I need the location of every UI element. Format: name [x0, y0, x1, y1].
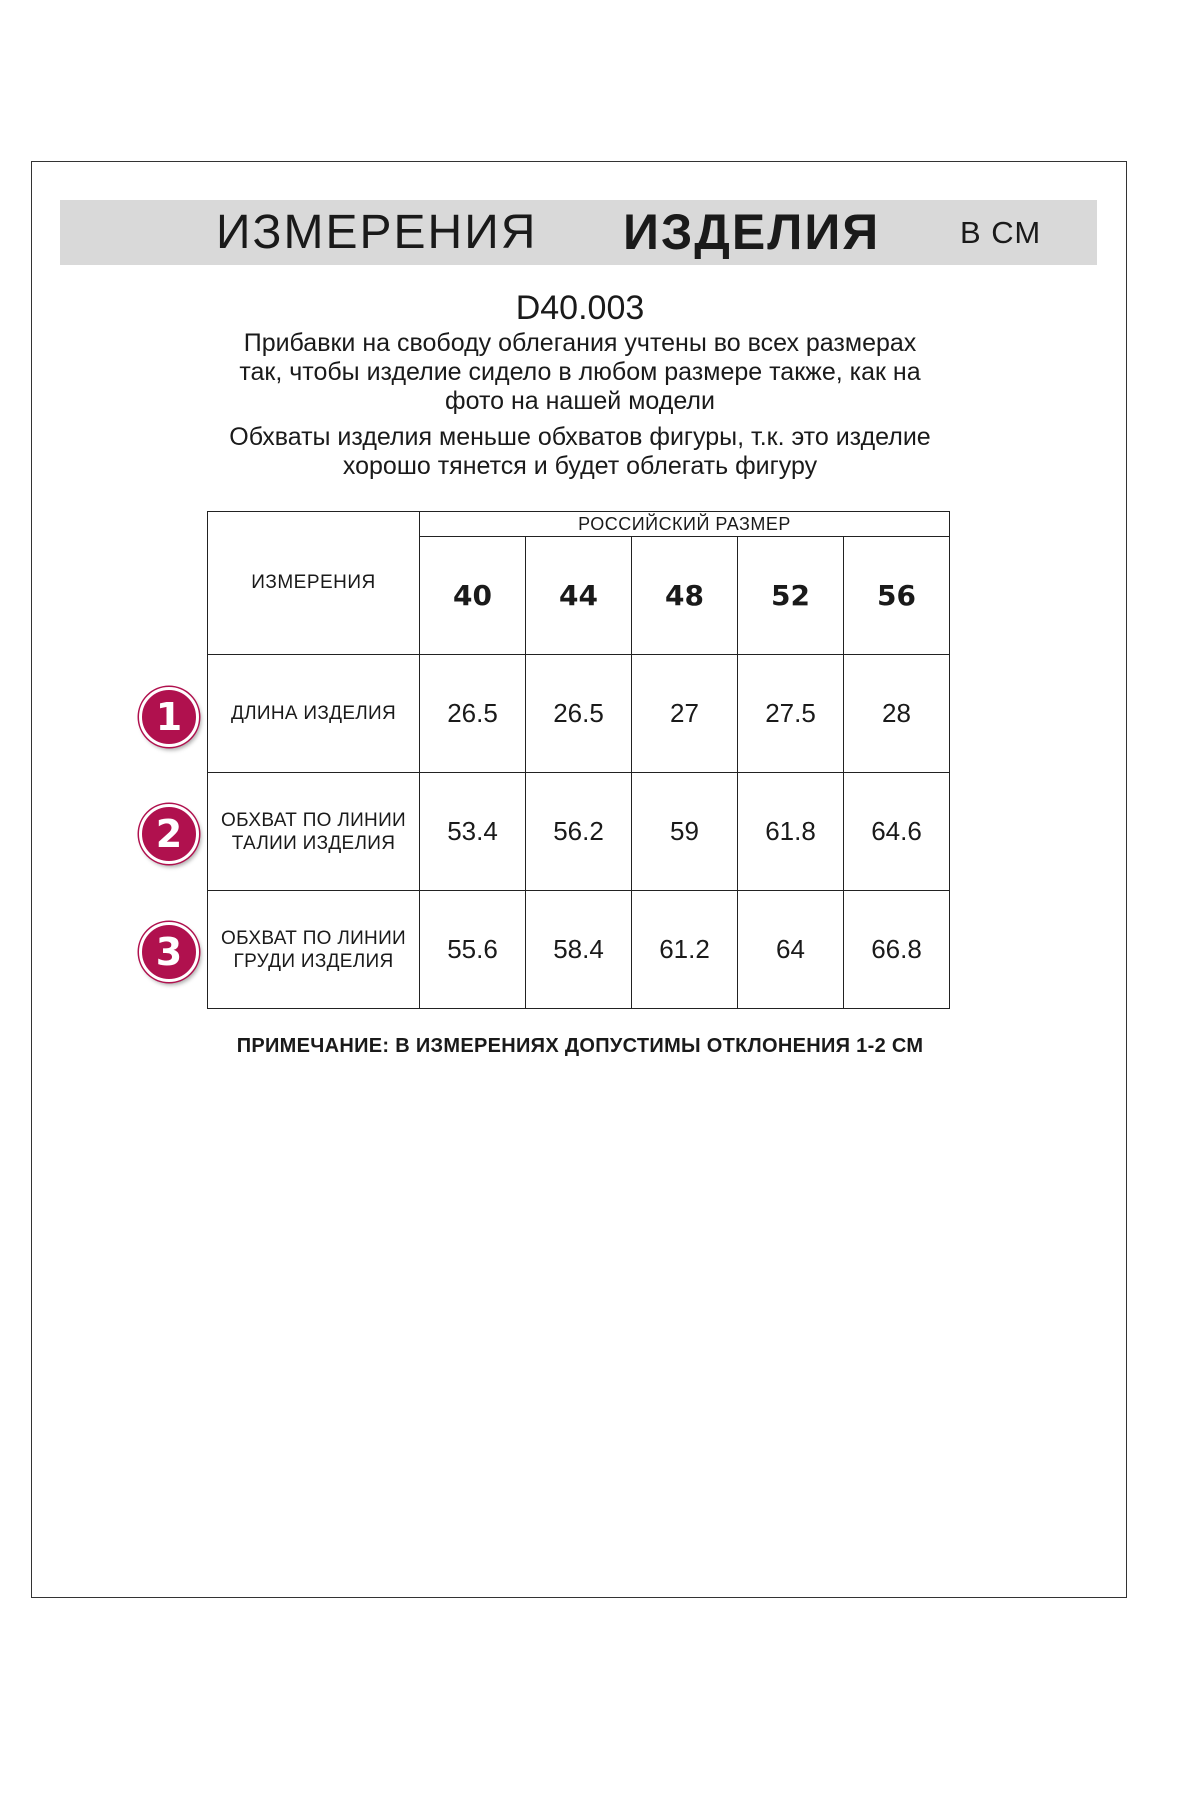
- title-measurements: ИЗМЕРЕНИЯ: [216, 206, 538, 259]
- table-cell: 64.6: [844, 773, 950, 891]
- article-number: D40.003: [515, 289, 645, 327]
- table-cell: 26.5: [420, 655, 526, 773]
- row-label-waist: [208, 773, 420, 891]
- size-header: 40: [420, 537, 526, 655]
- row-label-line: ОБХВАТ ПО ЛИНИИ: [221, 809, 406, 831]
- table-row: [208, 655, 950, 773]
- table-row: [208, 891, 950, 1009]
- measurement-number-badge: 1: [139, 687, 199, 747]
- table-cell: 66.8: [844, 891, 950, 1009]
- table-cell: 26.5: [526, 655, 632, 773]
- fit-description-line: Прибавки на свободу облегания учтены во всех размерах: [243, 329, 917, 357]
- title-bar: [60, 200, 1097, 265]
- row-label-line: ДЛИНА ИЗДЕЛИЯ: [230, 703, 397, 724]
- size-header: 48: [632, 537, 738, 655]
- size-header: 52: [738, 537, 844, 655]
- stretch-description-line: Обхваты изделия меньше обхватов фигуры, т.к. это изделие: [229, 423, 931, 451]
- table-cell: 56.2: [526, 773, 632, 891]
- measurement-number-badge: 3: [139, 922, 199, 982]
- size-group-header: РОССИЙСКИЙ РАЗМЕР: [420, 512, 950, 537]
- size-header: 56: [844, 537, 950, 655]
- fit-description: [0, 329, 1160, 416]
- table-row: [208, 773, 950, 891]
- row-label-chest: [208, 891, 420, 1009]
- table-cell: 28: [844, 655, 950, 773]
- table-cell: 55.6: [420, 891, 526, 1009]
- row-label-line: ОБХВАТ ПО ЛИНИИ: [221, 927, 406, 949]
- table-header-row: [208, 512, 950, 537]
- title-product: ИЗДЕЛИЯ: [623, 204, 881, 260]
- measurement-number-badge: 2: [139, 804, 199, 864]
- size-table: [207, 511, 950, 1009]
- row-label-line: ГРУДИ ИЗДЕЛИЯ: [233, 950, 394, 972]
- tolerance-note: ПРИМЕЧАНИЕ: В ИЗМЕРЕНИЯХ ДОПУСТИМЫ ОТКЛОНЕНИЯ 1-2 СМ: [236, 1035, 924, 1057]
- stretch-description: [0, 423, 1160, 481]
- title-unit: В СМ: [960, 215, 1042, 250]
- table-cell: 58.4: [526, 891, 632, 1009]
- row-label-line: ТАЛИИ ИЗДЕЛИЯ: [231, 832, 396, 854]
- table-cell: 61.2: [632, 891, 738, 1009]
- table-cell: 27.5: [738, 655, 844, 773]
- table-cell: 27: [632, 655, 738, 773]
- table-cell: 64: [738, 891, 844, 1009]
- table-cell: 53.4: [420, 773, 526, 891]
- size-header: 44: [526, 537, 632, 655]
- table-cell: 59: [632, 773, 738, 891]
- measure-header: ИЗМЕРЕНИЯ: [208, 512, 420, 655]
- stretch-description-line: хорошо тянется и будет облегать фигуру: [342, 452, 818, 480]
- fit-description-line: так, чтобы изделие сидело в любом размере также, как на: [239, 358, 921, 386]
- fit-description-line: фото на нашей модели: [445, 387, 715, 415]
- table-cell: 61.8: [738, 773, 844, 891]
- row-label-length: [208, 655, 420, 773]
